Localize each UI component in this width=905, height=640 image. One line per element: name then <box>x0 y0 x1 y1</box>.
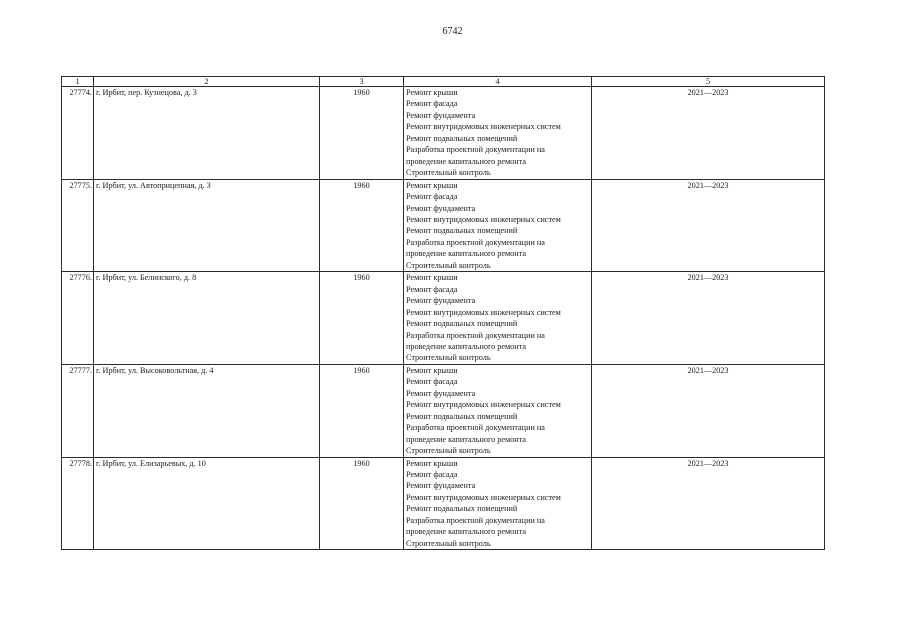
work-item: Ремонт внутридомовых инженерных систем <box>406 214 561 224</box>
column-header-5: 5 <box>592 77 825 87</box>
work-item: Ремонт подвальных помещений <box>406 504 518 514</box>
row-period: 2021—2023 <box>592 272 825 365</box>
row-year-built: 1960 <box>320 87 404 180</box>
row-number: 27776. <box>62 272 94 365</box>
column-header-3: 3 <box>320 77 404 87</box>
work-item: Разработка проектной документации на <box>406 145 545 155</box>
work-item: Ремонт внутридомовых инженерных систем <box>406 122 561 132</box>
row-number: 27778. <box>62 457 94 550</box>
row-address: г. Ирбит, ул. Белинского, д. 8 <box>94 272 320 365</box>
work-item: проведение капитального ремонта <box>406 156 526 166</box>
work-item: Ремонт подвальных помещений <box>406 226 518 236</box>
column-header-2: 2 <box>94 77 320 87</box>
row-works-list <box>404 87 592 180</box>
page-number: 6742 <box>442 26 463 37</box>
row-works-list <box>404 272 592 365</box>
column-header-4: 4 <box>404 77 592 87</box>
work-item: Ремонт фасада <box>406 377 458 387</box>
work-item: проведение капитального ремонта <box>406 249 526 259</box>
work-item: Ремонт крыши <box>406 88 458 97</box>
work-item: Ремонт внутридомовых инженерных систем <box>406 307 561 317</box>
row-year-built: 1960 <box>320 364 404 457</box>
work-item: Ремонт фундамента <box>406 388 476 398</box>
row-address: г. Ирбит, пер. Кузнецова, д. 3 <box>94 87 320 180</box>
work-item: Ремонт крыши <box>406 365 458 375</box>
table-row <box>62 87 825 180</box>
row-period: 2021—2023 <box>592 87 825 180</box>
column-header-1: 1 <box>62 77 94 87</box>
table-header-row <box>62 77 825 87</box>
work-item: Ремонт фундамента <box>406 296 476 306</box>
row-period: 2021—2023 <box>592 179 825 272</box>
row-works-list <box>404 179 592 272</box>
work-item: Строительный контроль <box>406 353 491 363</box>
repair-schedule-table <box>61 76 825 550</box>
row-year-built: 1960 <box>320 179 404 272</box>
work-item: Ремонт подвальных помещений <box>406 411 518 421</box>
row-address: г. Ирбит, ул. Елизарьевых, д. 10 <box>94 457 320 550</box>
work-item: Ремонт крыши <box>406 458 458 468</box>
work-item: Ремонт подвальных помещений <box>406 319 518 329</box>
row-year-built: 1960 <box>320 272 404 365</box>
row-year-built: 1960 <box>320 457 404 550</box>
row-period: 2021—2023 <box>592 364 825 457</box>
work-item: Ремонт фасада <box>406 192 458 202</box>
work-item: Ремонт подвальных помещений <box>406 133 518 143</box>
row-address: г. Ирбит, ул. Высоковольтная, д. 4 <box>94 364 320 457</box>
work-item: Ремонт фундамента <box>406 203 476 213</box>
work-item: Ремонт крыши <box>406 273 458 283</box>
row-number: 27777. <box>62 364 94 457</box>
work-item: Разработка проектной документации на <box>406 515 545 525</box>
table-row <box>62 457 825 550</box>
work-item: Строительный контроль <box>406 168 491 178</box>
row-works-list <box>404 457 592 550</box>
table-row <box>62 179 825 272</box>
work-item: проведение капитального ремонта <box>406 434 526 444</box>
row-number: 27774. <box>62 87 94 180</box>
work-item: Ремонт фасада <box>406 284 458 294</box>
work-item: Ремонт фундамента <box>406 481 476 491</box>
work-item: Строительный контроль <box>406 260 491 270</box>
work-item: Ремонт крыши <box>406 180 458 190</box>
table-row <box>62 364 825 457</box>
row-address: г. Ирбит, ул. Автоприцепная, д. 3 <box>94 179 320 272</box>
work-item: Строительный контроль <box>406 446 491 456</box>
row-period: 2021—2023 <box>592 457 825 550</box>
work-item: Ремонт фасада <box>406 99 458 109</box>
row-number: 27775. <box>62 179 94 272</box>
row-works-list <box>404 364 592 457</box>
work-item: Ремонт фасада <box>406 469 458 479</box>
table-body <box>62 87 825 550</box>
work-item: проведение капитального ремонта <box>406 527 526 537</box>
work-item: Строительный контроль <box>406 538 491 548</box>
work-item: Разработка проектной документации на <box>406 423 545 433</box>
work-item: Ремонт внутридомовых инженерных систем <box>406 492 561 502</box>
work-item: Разработка проектной документации на <box>406 330 545 340</box>
work-item: Ремонт фундамента <box>406 110 476 120</box>
work-item: Разработка проектной документации на <box>406 237 545 247</box>
work-item: проведение капитального ремонта <box>406 341 526 351</box>
table-row <box>62 272 825 365</box>
work-item: Ремонт внутридомовых инженерных систем <box>406 400 561 410</box>
